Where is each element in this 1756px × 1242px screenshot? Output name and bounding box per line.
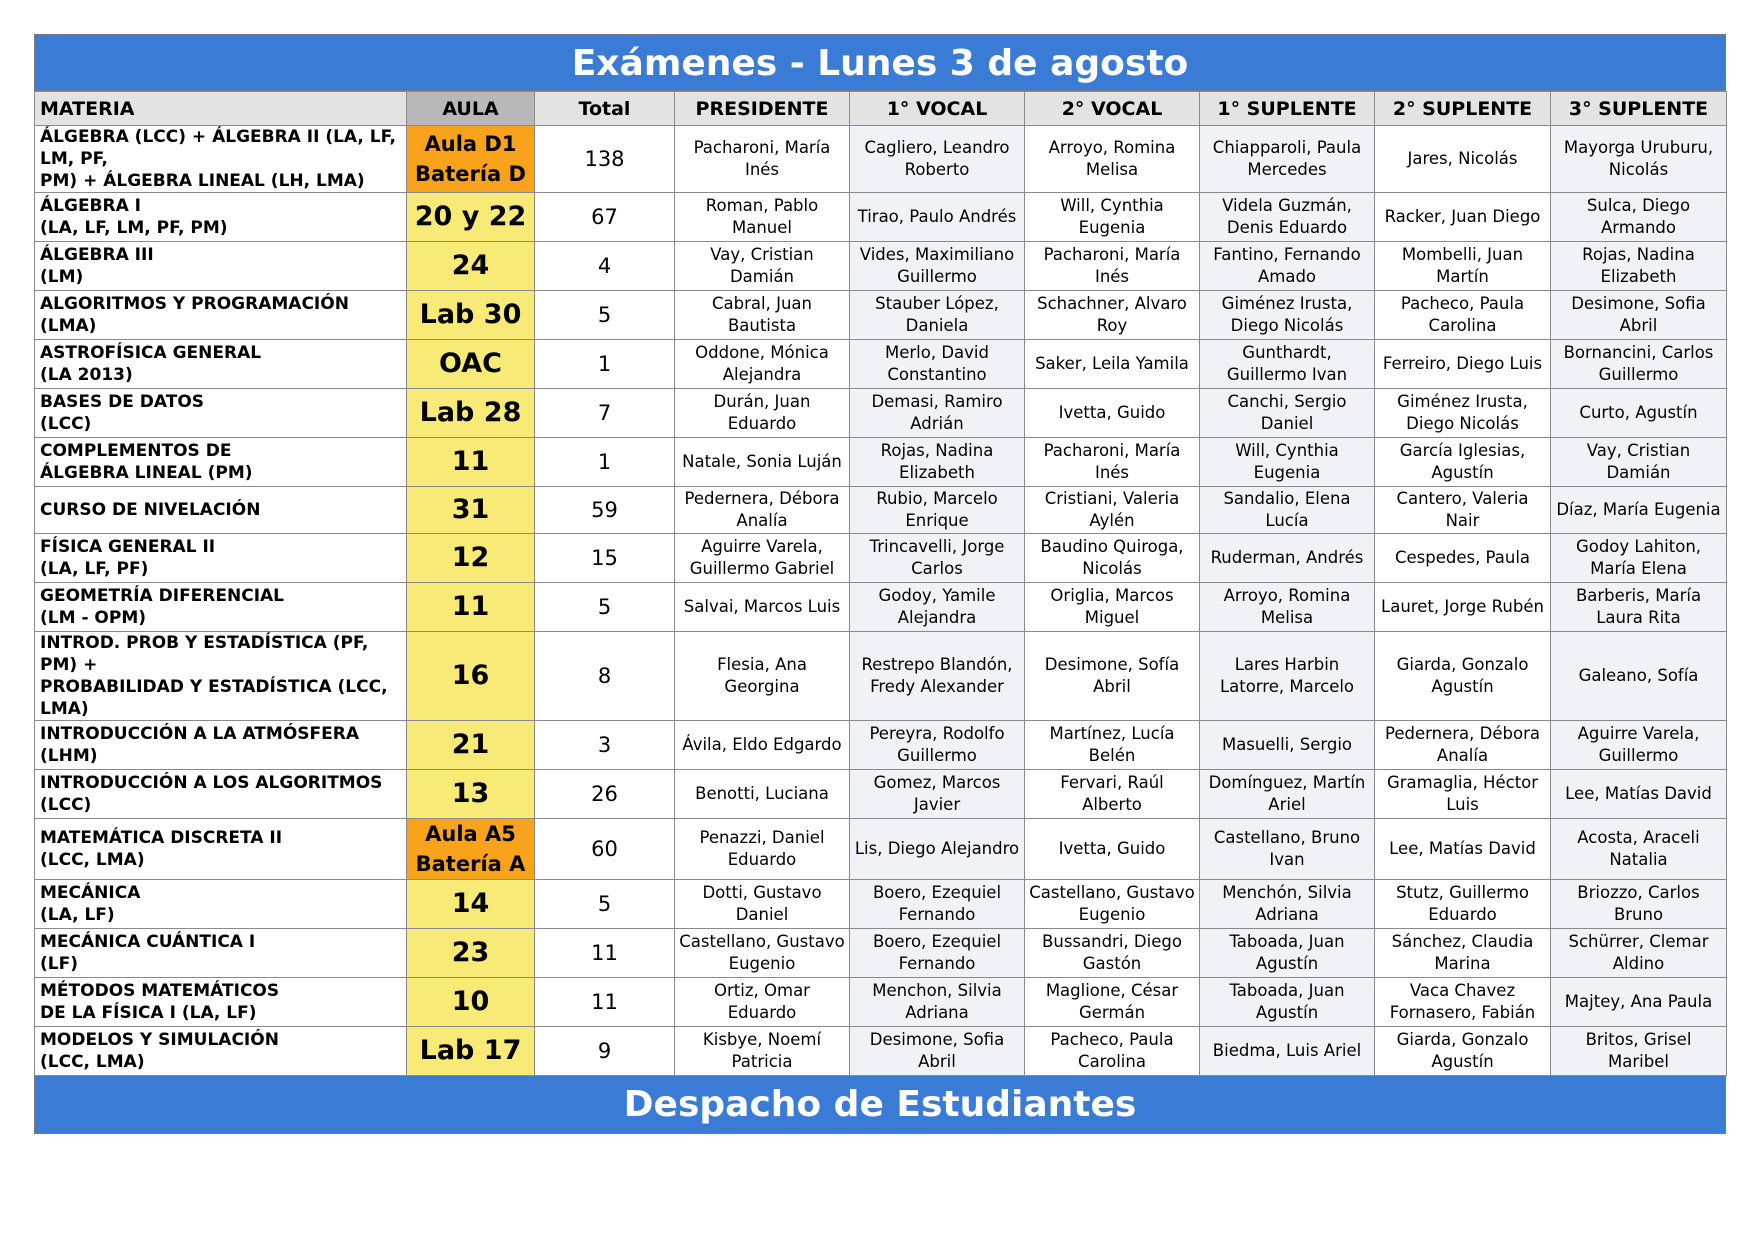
materia-cell <box>35 770 407 819</box>
vocal1-cell: Stauber López, Daniela <box>850 291 1025 340</box>
aula-line: Lab 30 <box>419 299 522 330</box>
total-cell: 8 <box>535 632 675 721</box>
materia-line: (LA, LF, PF) <box>40 559 149 579</box>
materia-line: ÁLGEBRA I <box>40 196 142 216</box>
suplente1-cell: Ruderman, Andrés <box>1200 534 1375 583</box>
total-cell: 11 <box>535 929 675 978</box>
suplente2-cell: Giarda, Gonzalo Agustín <box>1375 1027 1551 1076</box>
presidente-cell: Penazzi, Daniel Eduardo <box>675 819 850 880</box>
suplente1-cell: Castellano, Bruno Ivan <box>1200 819 1375 880</box>
suplente2-cell: Gramaglia, Héctor Luis <box>1375 770 1551 819</box>
vocal2-cell: Pacharoni, María Inés <box>1025 438 1200 487</box>
exam-table <box>34 91 1727 1076</box>
table-row <box>35 583 1727 632</box>
presidente-cell: Castellano, Gustavo Eugenio <box>675 929 850 978</box>
suplente2-cell: Lauret, Jorge Rubén <box>1375 583 1551 632</box>
presidente-cell: Cabral, Juan Bautista <box>675 291 850 340</box>
vocal1-cell: Menchon, Silvia Adriana <box>850 978 1025 1027</box>
materia-line: PM) + ÁLGEBRA LINEAL (LH, LMA) <box>40 171 365 191</box>
presidente-cell: Roman, Pablo Manuel <box>675 193 850 242</box>
aula-line: 11 <box>451 591 490 622</box>
suplente2-cell: Mombelli, Juan Martín <box>1375 242 1551 291</box>
materia-line: MODELOS Y SIMULACIÓN <box>40 1030 279 1050</box>
vocal1-cell: Restrepo Blandón, Fredy Alexander <box>850 632 1025 721</box>
materia-cell <box>35 487 407 534</box>
total-cell: 5 <box>535 583 675 632</box>
presidente-cell: Oddone, Mónica Alejandra <box>675 340 850 389</box>
vocal2-cell: Pacheco, Paula Carolina <box>1025 1027 1200 1076</box>
aula-line: Aula D1 <box>424 132 517 156</box>
total-cell: 60 <box>535 819 675 880</box>
suplente3-cell: Aguirre Varela, Guillermo <box>1551 721 1727 770</box>
vocal2-cell: Desimone, Sofía Abril <box>1025 632 1200 721</box>
materia-line: (LCC) <box>40 795 92 815</box>
suplente2-cell: Pacheco, Paula Carolina <box>1375 291 1551 340</box>
table-row <box>35 534 1727 583</box>
aula-line: 31 <box>451 494 490 525</box>
presidente-cell: Dotti, Gustavo Daniel <box>675 880 850 929</box>
vocal2-cell: Ivetta, Guido <box>1025 819 1200 880</box>
total-cell: 26 <box>535 770 675 819</box>
vocal1-cell: Boero, Ezequiel Fernando <box>850 880 1025 929</box>
suplente2-cell: Lee, Matías David <box>1375 819 1551 880</box>
materia-cell <box>35 242 407 291</box>
materia-cell <box>35 126 407 193</box>
vocal2-cell: Saker, Leila Yamila <box>1025 340 1200 389</box>
table-row <box>35 1027 1727 1076</box>
aula-cell <box>407 880 535 929</box>
aula-line: 20 y 22 <box>414 201 527 232</box>
presidente-cell: Natale, Sonia Luján <box>675 438 850 487</box>
materia-line: (LHM) <box>40 746 98 766</box>
suplente3-cell: Briozzo, Carlos Bruno <box>1551 880 1727 929</box>
suplente3-cell: Desimone, Sofia Abril <box>1551 291 1727 340</box>
suplente2-cell: Ferreiro, Diego Luis <box>1375 340 1551 389</box>
materia-cell <box>35 534 407 583</box>
vocal2-cell: Arroyo, Romina Melisa <box>1025 126 1200 193</box>
aula-line: Aula A5 <box>425 822 516 846</box>
materia-line: INTROD. PROB Y ESTADÍSTICA (PF, PM) + <box>40 633 369 675</box>
suplente2-cell: Giarda, Gonzalo Agustín <box>1375 632 1551 721</box>
aula-cell <box>407 340 535 389</box>
aula-cell <box>407 819 535 880</box>
vocal2-cell: Will, Cynthia Eugenia <box>1025 193 1200 242</box>
suplente3-cell: Mayorga Uruburu, Nicolás <box>1551 126 1727 193</box>
materia-cell <box>35 340 407 389</box>
aula-line: 16 <box>451 660 490 691</box>
total-cell: 9 <box>535 1027 675 1076</box>
aula-line: 10 <box>451 986 490 1017</box>
suplente1-cell: Sandalio, Elena Lucía <box>1200 487 1375 534</box>
materia-cell <box>35 880 407 929</box>
materia-line: (LA, LF, LM, PF, PM) <box>40 218 228 238</box>
materia-cell <box>35 721 407 770</box>
materia-line: ÁLGEBRA LINEAL (PM) <box>40 463 253 483</box>
total-cell: 15 <box>535 534 675 583</box>
suplente1-cell: Taboada, Juan Agustín <box>1200 978 1375 1027</box>
aula-cell <box>407 534 535 583</box>
presidente-cell: Flesia, Ana Georgina <box>675 632 850 721</box>
aula-line: 23 <box>451 937 490 968</box>
aula-cell <box>407 632 535 721</box>
materia-line: (LCC) <box>40 414 92 434</box>
header-row <box>35 92 1727 126</box>
vocal2-cell: Pacharoni, María Inés <box>1025 242 1200 291</box>
vocal2-cell: Origlia, Marcos Miguel <box>1025 583 1200 632</box>
materia-line: COMPLEMENTOS DE <box>40 441 232 461</box>
materia-line: INTRODUCCIÓN A LOS ALGORITMOS <box>40 773 383 793</box>
materia-line: (LCC, LMA) <box>40 850 145 870</box>
materia-line: INTRODUCCIÓN A LA ATMÓSFERA <box>40 724 359 744</box>
suplente3-cell: Godoy Lahiton, María Elena <box>1551 534 1727 583</box>
materia-cell <box>35 819 407 880</box>
presidente-cell: Ortiz, Omar Eduardo <box>675 978 850 1027</box>
suplente1-cell: Biedma, Luis Ariel <box>1200 1027 1375 1076</box>
materia-line: ASTROFÍSICA GENERAL <box>40 343 262 363</box>
table-row <box>35 770 1727 819</box>
table-row <box>35 487 1727 534</box>
aula-cell <box>407 770 535 819</box>
total-cell: 59 <box>535 487 675 534</box>
materia-line: FÍSICA GENERAL II <box>40 537 216 557</box>
suplente3-cell: Bornancini, Carlos Guillermo <box>1551 340 1727 389</box>
suplente2-cell: Stutz, Guillermo Eduardo <box>1375 880 1551 929</box>
exam-schedule-sheet <box>34 34 1726 1134</box>
aula-cell <box>407 721 535 770</box>
total-cell: 3 <box>535 721 675 770</box>
suplente1-cell: Domínguez, Martín Ariel <box>1200 770 1375 819</box>
vocal1-cell: Merlo, David Constantino <box>850 340 1025 389</box>
table-row <box>35 632 1727 721</box>
col-header-presidente: PRESIDENTE <box>675 92 850 126</box>
vocal2-cell: Fervari, Raúl Alberto <box>1025 770 1200 819</box>
aula-line: 14 <box>451 888 490 919</box>
materia-line: MECÁNICA <box>40 883 141 903</box>
presidente-cell: Durán, Juan Eduardo <box>675 389 850 438</box>
suplente2-cell: Giménez Irusta, Diego Nicolás <box>1375 389 1551 438</box>
suplente3-cell: Schürrer, Clemar Aldino <box>1551 929 1727 978</box>
materia-cell <box>35 978 407 1027</box>
materia-line: MÉTODOS MATEMÁTICOS <box>40 981 280 1001</box>
table-row <box>35 819 1727 880</box>
table-row <box>35 978 1727 1027</box>
vocal2-cell: Bussandri, Diego Gastón <box>1025 929 1200 978</box>
materia-line: (LA, LF) <box>40 905 115 925</box>
table-row <box>35 389 1727 438</box>
aula-line: Batería A <box>415 852 526 876</box>
table-row <box>35 438 1727 487</box>
presidente-cell: Vay, Cristian Damián <box>675 242 850 291</box>
aula-line: 24 <box>451 250 490 281</box>
total-cell: 1 <box>535 438 675 487</box>
materia-cell <box>35 438 407 487</box>
materia-line: PROBABILIDAD Y ESTADÍSTICA (LCC, LMA) <box>40 677 388 719</box>
materia-line: DE LA FÍSICA I (LA, LF) <box>40 1003 257 1023</box>
aula-line: 12 <box>451 542 490 573</box>
suplente2-cell: Jares, Nicolás <box>1375 126 1551 193</box>
col-header-suplente3: 3° SUPLENTE <box>1551 92 1727 126</box>
vocal1-cell: Rubio, Marcelo Enrique <box>850 487 1025 534</box>
presidente-cell: Pedernera, Débora Analía <box>675 487 850 534</box>
materia-line: (LM) <box>40 267 84 287</box>
materia-cell <box>35 583 407 632</box>
table-row <box>35 193 1727 242</box>
suplente1-cell: Videla Guzmán, Denis Eduardo <box>1200 193 1375 242</box>
suplente2-cell: Racker, Juan Diego <box>1375 193 1551 242</box>
col-header-vocal2: 2° VOCAL <box>1025 92 1200 126</box>
materia-line: BASES DE DATOS <box>40 392 205 412</box>
suplente2-cell: Vaca Chavez Fornasero, Fabián <box>1375 978 1551 1027</box>
aula-line: Lab 17 <box>419 1035 522 1066</box>
suplente2-cell: Pedernera, Débora Analía <box>1375 721 1551 770</box>
suplente1-cell: Will, Cynthia Eugenia <box>1200 438 1375 487</box>
aula-line: OAC <box>439 348 502 379</box>
vocal2-cell: Martínez, Lucía Belén <box>1025 721 1200 770</box>
vocal2-cell: Cristiani, Valeria Aylén <box>1025 487 1200 534</box>
presidente-cell: Aguirre Varela, Guillermo Gabriel <box>675 534 850 583</box>
vocal2-cell: Schachner, Alvaro Roy <box>1025 291 1200 340</box>
page-title: Exámenes - Lunes 3 de agosto <box>34 34 1726 91</box>
total-cell: 67 <box>535 193 675 242</box>
suplente2-cell: Cantero, Valeria Nair <box>1375 487 1551 534</box>
table-row <box>35 880 1727 929</box>
materia-cell <box>35 291 407 340</box>
presidente-cell: Kisbye, Noemí Patricia <box>675 1027 850 1076</box>
aula-cell <box>407 389 535 438</box>
table-row <box>35 126 1727 193</box>
vocal1-cell: Rojas, Nadina Elizabeth <box>850 438 1025 487</box>
total-cell: 7 <box>535 389 675 438</box>
suplente3-cell: Acosta, Araceli Natalia <box>1551 819 1727 880</box>
aula-line: 11 <box>451 446 490 477</box>
materia-cell <box>35 1027 407 1076</box>
presidente-cell: Ávila, Eldo Edgardo <box>675 721 850 770</box>
aula-cell <box>407 1027 535 1076</box>
suplente1-cell: Fantino, Fernando Amado <box>1200 242 1375 291</box>
aula-cell <box>407 126 535 193</box>
suplente3-cell: Sulca, Diego Armando <box>1551 193 1727 242</box>
suplente1-cell: Menchón, Silvia Adriana <box>1200 880 1375 929</box>
aula-line: 13 <box>451 778 490 809</box>
aula-line: Lab 28 <box>419 397 522 428</box>
suplente3-cell: Majtey, Ana Paula <box>1551 978 1727 1027</box>
materia-line: GEOMETRÍA DIFERENCIAL <box>40 586 285 606</box>
aula-cell <box>407 487 535 534</box>
table-row <box>35 340 1727 389</box>
table-row <box>35 242 1727 291</box>
materia-cell <box>35 389 407 438</box>
total-cell: 11 <box>535 978 675 1027</box>
aula-cell <box>407 242 535 291</box>
suplente3-cell: Lee, Matías David <box>1551 770 1727 819</box>
suplente3-cell: Díaz, María Eugenia <box>1551 487 1727 534</box>
suplente1-cell: Canchi, Sergio Daniel <box>1200 389 1375 438</box>
vocal1-cell: Tirao, Paulo Andrés <box>850 193 1025 242</box>
suplente2-cell: Cespedes, Paula <box>1375 534 1551 583</box>
aula-line: 21 <box>451 729 490 760</box>
presidente-cell: Benotti, Luciana <box>675 770 850 819</box>
materia-line: ÁLGEBRA III <box>40 245 154 265</box>
materia-line: CURSO DE NIVELACIÓN <box>40 500 261 520</box>
suplente1-cell: Giménez Irusta, Diego Nicolás <box>1200 291 1375 340</box>
vocal2-cell: Ivetta, Guido <box>1025 389 1200 438</box>
vocal1-cell: Boero, Ezequiel Fernando <box>850 929 1025 978</box>
table-row <box>35 929 1727 978</box>
suplente3-cell: Curto, Agustín <box>1551 389 1727 438</box>
suplente3-cell: Rojas, Nadina Elizabeth <box>1551 242 1727 291</box>
materia-line: (LF) <box>40 954 78 974</box>
total-cell: 5 <box>535 291 675 340</box>
aula-cell <box>407 583 535 632</box>
aula-cell <box>407 929 535 978</box>
materia-line: ALGORITMOS Y PROGRAMACIÓN <box>40 294 349 314</box>
table-body <box>35 126 1727 1076</box>
table-row <box>35 721 1727 770</box>
suplente1-cell: Chiapparoli, Paula Mercedes <box>1200 126 1375 193</box>
materia-cell <box>35 929 407 978</box>
aula-cell <box>407 193 535 242</box>
footer-banner: Despacho de Estudiantes <box>34 1076 1726 1134</box>
materia-line: (LM - OPM) <box>40 608 147 628</box>
vocal1-cell: Vides, Maximiliano Guillermo <box>850 242 1025 291</box>
vocal1-cell: Cagliero, Leandro Roberto <box>850 126 1025 193</box>
vocal1-cell: Lis, Diego Alejandro <box>850 819 1025 880</box>
total-cell: 4 <box>535 242 675 291</box>
suplente3-cell: Galeano, Sofía <box>1551 632 1727 721</box>
vocal1-cell: Demasi, Ramiro Adrián <box>850 389 1025 438</box>
aula-cell <box>407 978 535 1027</box>
vocal1-cell: Gomez, Marcos Javier <box>850 770 1025 819</box>
suplente3-cell: Britos, Grisel Maribel <box>1551 1027 1727 1076</box>
col-header-total: Total <box>535 92 675 126</box>
col-header-suplente1: 1° SUPLENTE <box>1200 92 1375 126</box>
presidente-cell: Salvai, Marcos Luis <box>675 583 850 632</box>
materia-line: ÁLGEBRA (LCC) + ÁLGEBRA II (LA, LF, LM, PF, <box>40 127 396 169</box>
suplente1-cell: Lares Harbin Latorre, Marcelo <box>1200 632 1375 721</box>
suplente1-cell: Masuelli, Sergio <box>1200 721 1375 770</box>
vocal2-cell: Castellano, Gustavo Eugenio <box>1025 880 1200 929</box>
materia-cell <box>35 632 407 721</box>
suplente2-cell: Sánchez, Claudia Marina <box>1375 929 1551 978</box>
table-row <box>35 291 1727 340</box>
total-cell: 5 <box>535 880 675 929</box>
suplente3-cell: Vay, Cristian Damián <box>1551 438 1727 487</box>
materia-line: (LMA) <box>40 316 97 336</box>
vocal1-cell: Godoy, Yamile Alejandra <box>850 583 1025 632</box>
materia-line: (LCC, LMA) <box>40 1052 145 1072</box>
materia-line: MATEMÁTICA DISCRETA II <box>40 828 283 848</box>
vocal1-cell: Desimone, Sofia Abril <box>850 1027 1025 1076</box>
aula-cell <box>407 291 535 340</box>
vocal1-cell: Trincavelli, Jorge Carlos <box>850 534 1025 583</box>
col-header-aula: AULA <box>407 92 535 126</box>
suplente3-cell: Barberis, María Laura Rita <box>1551 583 1727 632</box>
col-header-suplente2: 2° SUPLENTE <box>1375 92 1551 126</box>
aula-cell <box>407 438 535 487</box>
aula-line: Batería D <box>415 162 526 186</box>
suplente2-cell: García Iglesias, Agustín <box>1375 438 1551 487</box>
suplente1-cell: Gunthardt, Guillermo Ivan <box>1200 340 1375 389</box>
col-header-materia: MATERIA <box>35 92 407 126</box>
suplente1-cell: Taboada, Juan Agustín <box>1200 929 1375 978</box>
vocal2-cell: Baudino Quiroga, Nicolás <box>1025 534 1200 583</box>
materia-line: (LA 2013) <box>40 365 133 385</box>
suplente1-cell: Arroyo, Romina Melisa <box>1200 583 1375 632</box>
vocal1-cell: Pereyra, Rodolfo Guillermo <box>850 721 1025 770</box>
vocal2-cell: Maglione, César Germán <box>1025 978 1200 1027</box>
materia-line: MECÁNICA CUÁNTICA I <box>40 932 256 952</box>
col-header-vocal1: 1° VOCAL <box>850 92 1025 126</box>
total-cell: 1 <box>535 340 675 389</box>
total-cell: 138 <box>535 126 675 193</box>
presidente-cell: Pacharoni, María Inés <box>675 126 850 193</box>
materia-cell <box>35 193 407 242</box>
